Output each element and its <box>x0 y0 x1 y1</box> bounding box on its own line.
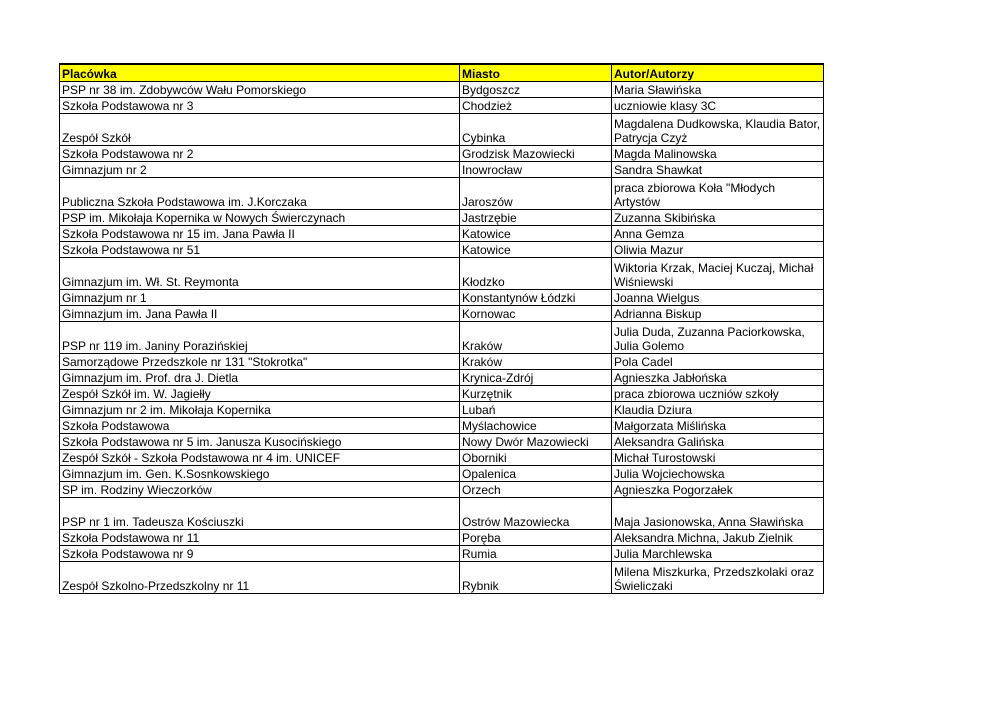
cell-placowka: Gimnazjum im. Wł. St. Reymonta <box>60 258 460 290</box>
cell-placowka: PSP im. Mikołaja Kopernika w Nowych Świerczynach <box>60 210 460 226</box>
cell-autor: Anna Gemza <box>612 226 824 242</box>
cell-placowka: PSP nr 1 im. Tadeusza Kościuszki <box>60 498 460 530</box>
cell-autor: Julia Wojciechowska <box>612 466 824 482</box>
cell-placowka: Szkoła Podstawowa nr 51 <box>60 242 460 258</box>
cell-autor: Aleksandra Galińska <box>612 434 824 450</box>
cell-miasto: Grodzisk Mazowiecki <box>460 146 612 162</box>
cell-miasto: Kornowac <box>460 306 612 322</box>
table-row <box>60 482 824 498</box>
cell-placowka: Gimnazjum nr 2 im. Mikołaja Kopernika <box>60 402 460 418</box>
cell-autor: Julia Duda, Zuzanna Paciorkowska, Julia Golemo <box>612 322 824 354</box>
cell-autor: praca zbiorowa uczniów szkoły <box>612 386 824 402</box>
header-miasto: Miasto <box>460 64 612 82</box>
cell-miasto: Katowice <box>460 226 612 242</box>
cell-placowka: Szkoła Podstawowa <box>60 418 460 434</box>
table-row <box>60 370 824 386</box>
table-row <box>60 146 824 162</box>
cell-autor: Milena Miszkurka, Przedszkolaki oraz Świeliczaki <box>612 562 824 594</box>
cell-placowka: Zespół Szkół - Szkoła Podstawowa nr 4 im. UNICEF <box>60 450 460 466</box>
table-row <box>60 562 824 594</box>
cell-autor: Joanna Wielgus <box>612 290 824 306</box>
table-row <box>60 546 824 562</box>
cell-miasto: Konstantynów Łódzki <box>460 290 612 306</box>
cell-placowka: Zespół Szkół im. W. Jagiełły <box>60 386 460 402</box>
cell-miasto: Rumia <box>460 546 612 562</box>
entries-table <box>59 63 824 594</box>
cell-miasto: Inowrocław <box>460 162 612 178</box>
cell-placowka: SP im. Rodziny Wieczorków <box>60 482 460 498</box>
header-placowka: Placówka <box>60 64 460 82</box>
cell-autor: Maria Sławińska <box>612 82 824 98</box>
cell-autor: Magdalena Dudkowska, Klaudia Bator, Patrycja Czyż <box>612 114 824 146</box>
cell-autor: Małgorzata Miślińska <box>612 418 824 434</box>
cell-autor: Maja Jasionowska, Anna Sławińska <box>612 498 824 530</box>
cell-autor: Wiktoria Krzak, Maciej Kuczaj, Michał Wiśniewski <box>612 258 824 290</box>
table-row <box>60 242 824 258</box>
cell-miasto: Ostrów Mazowiecka <box>460 498 612 530</box>
cell-miasto: Krynica-Zdrój <box>460 370 612 386</box>
table-row <box>60 82 824 98</box>
cell-autor: Michał Turostowski <box>612 450 824 466</box>
table-row <box>60 402 824 418</box>
cell-autor: Oliwia Mazur <box>612 242 824 258</box>
cell-miasto: Kraków <box>460 322 612 354</box>
table-row <box>60 162 824 178</box>
table-row <box>60 498 824 530</box>
cell-miasto: Kraków <box>460 354 612 370</box>
table-row <box>60 290 824 306</box>
table-row <box>60 114 824 146</box>
cell-placowka: Szkoła Podstawowa nr 3 <box>60 98 460 114</box>
cell-autor: Agnieszka Pogorzałek <box>612 482 824 498</box>
cell-placowka: Gimnazjum im. Prof. dra J. Dietla <box>60 370 460 386</box>
header-autor: Autor/Autorzy <box>612 64 824 82</box>
cell-placowka: Szkoła Podstawowa nr 11 <box>60 530 460 546</box>
cell-placowka: Zespół Szkolno-Przedszkolny nr 11 <box>60 562 460 594</box>
cell-autor: Magda Malinowska <box>612 146 824 162</box>
table-row <box>60 226 824 242</box>
cell-placowka: Szkoła Podstawowa nr 9 <box>60 546 460 562</box>
cell-autor: Adrianna Biskup <box>612 306 824 322</box>
cell-miasto: Kłodzko <box>460 258 612 290</box>
cell-miasto: Bydgoszcz <box>460 82 612 98</box>
cell-placowka: Samorządowe Przedszkole nr 131 "Stokrotka" <box>60 354 460 370</box>
table-row <box>60 178 824 210</box>
table-row <box>60 210 824 226</box>
cell-placowka: Szkoła Podstawowa nr 2 <box>60 146 460 162</box>
table-row <box>60 466 824 482</box>
cell-placowka: Gimnazjum nr 2 <box>60 162 460 178</box>
cell-placowka: Szkoła Podstawowa nr 15 im. Jana Pawła II <box>60 226 460 242</box>
table-row <box>60 98 824 114</box>
table-row <box>60 434 824 450</box>
cell-miasto: Orzech <box>460 482 612 498</box>
cell-miasto: Cybinka <box>460 114 612 146</box>
cell-autor: Agnieszka Jabłońska <box>612 370 824 386</box>
cell-autor: Zuzanna Skibińska <box>612 210 824 226</box>
cell-placowka: PSP nr 119 im. Janiny Porazińskiej <box>60 322 460 354</box>
cell-miasto: Lubań <box>460 402 612 418</box>
table-row <box>60 418 824 434</box>
cell-placowka: Gimnazjum im. Gen. K.Sosnkowskiego <box>60 466 460 482</box>
cell-placowka: Gimnazjum nr 1 <box>60 290 460 306</box>
table-row <box>60 258 824 290</box>
cell-autor: Aleksandra Michna, Jakub Zielnik <box>612 530 824 546</box>
cell-miasto: Kurzętnik <box>460 386 612 402</box>
cell-placowka: PSP nr 38 im. Zdobywców Wału Pomorskiego <box>60 82 460 98</box>
cell-autor: uczniowie klasy 3C <box>612 98 824 114</box>
table-row <box>60 386 824 402</box>
cell-miasto: Katowice <box>460 242 612 258</box>
cell-miasto: Rybnik <box>460 562 612 594</box>
table-row <box>60 450 824 466</box>
cell-placowka: Gimnazjum im. Jana Pawła II <box>60 306 460 322</box>
table-row <box>60 530 824 546</box>
cell-miasto: Opalenica <box>460 466 612 482</box>
header-row <box>60 64 824 82</box>
cell-miasto: Oborniki <box>460 450 612 466</box>
cell-miasto: Myślachowice <box>460 418 612 434</box>
cell-autor: Klaudia Dziura <box>612 402 824 418</box>
cell-miasto: Jaroszów <box>460 178 612 210</box>
cell-placowka: Zespół Szkół <box>60 114 460 146</box>
cell-autor: Pola Cadel <box>612 354 824 370</box>
cell-miasto: Chodzież <box>460 98 612 114</box>
cell-autor: Sandra Shawkat <box>612 162 824 178</box>
cell-autor: Julia Marchlewska <box>612 546 824 562</box>
cell-placowka: Szkoła Podstawowa nr 5 im. Janusza Kusocińskiego <box>60 434 460 450</box>
cell-placowka: Publiczna Szkoła Podstawowa im. J.Korczaka <box>60 178 460 210</box>
cell-miasto: Poręba <box>460 530 612 546</box>
cell-miasto: Nowy Dwór Mazowiecki <box>460 434 612 450</box>
table-row <box>60 354 824 370</box>
cell-autor: praca zbiorowa Koła "Młodych Artystów <box>612 178 824 210</box>
cell-miasto: Jastrzębie <box>460 210 612 226</box>
table-row <box>60 306 824 322</box>
table-row <box>60 322 824 354</box>
